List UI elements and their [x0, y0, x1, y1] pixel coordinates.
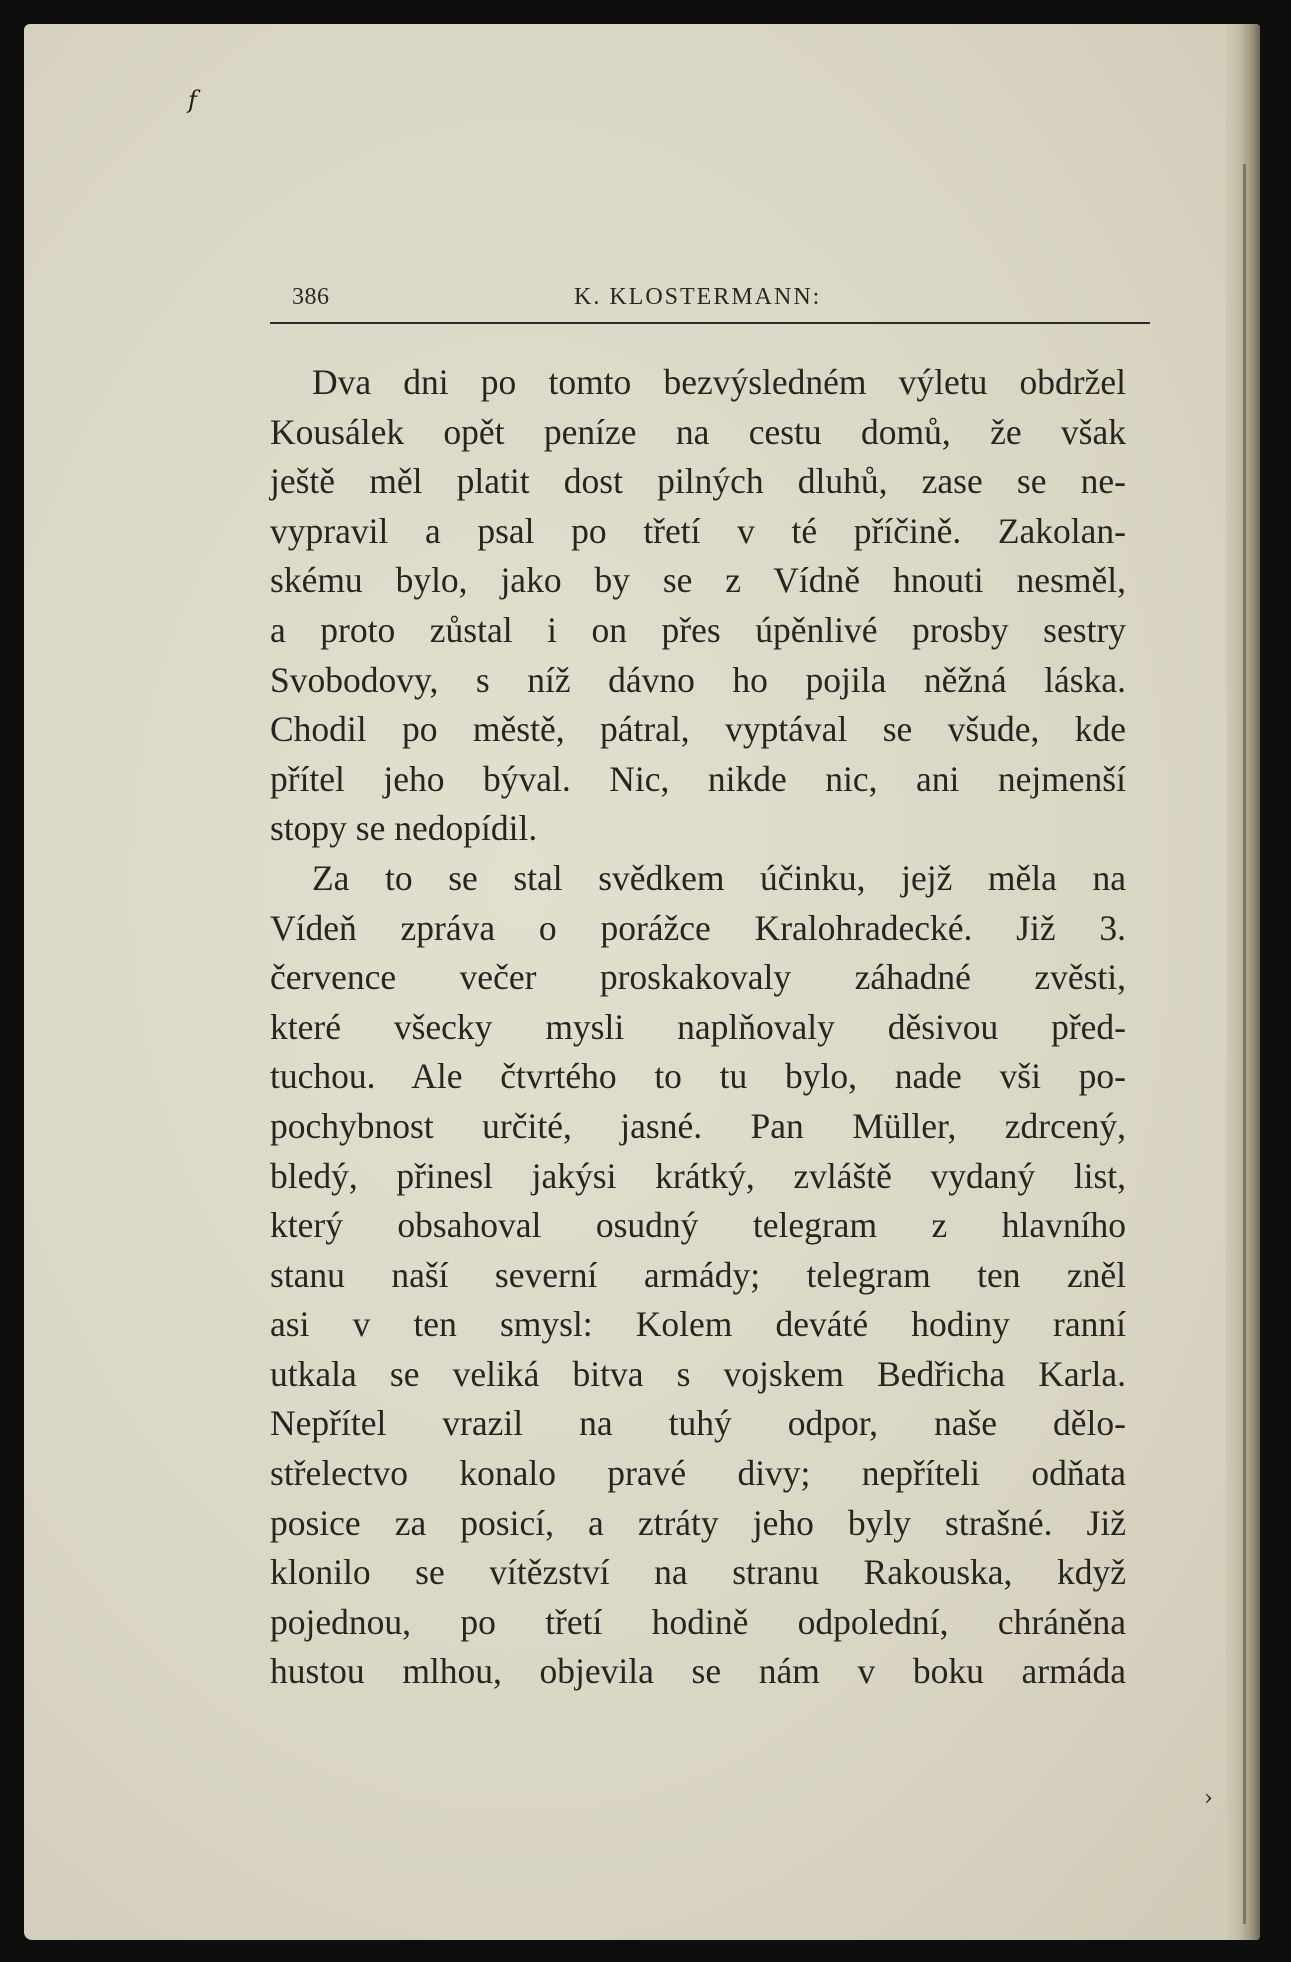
text-line: Svobodovy, s níž dávno ho pojila něžná láska. — [270, 659, 1126, 700]
text-line: a proto zůstal i on přes úpěnlivé prosby sestry — [270, 609, 1126, 650]
text-line: Chodil po městě, pátral, vyptával se všude, kde — [270, 709, 1126, 750]
text-line: Vídeň zpráva o porážce Kralohradecké. Již 3. — [270, 907, 1126, 948]
text-line: července večer proskakovaly záhadné zvěsti, — [270, 957, 1126, 998]
text-line: přítel jeho býval. Nic, nikde nic, ani nejmenší — [270, 758, 1126, 799]
page-number: 386 — [292, 284, 330, 310]
text-line: Nepřítel vrazil na tuhý odpor, naše dělo- — [270, 1403, 1126, 1444]
text-line: který obsahoval osudný telegram z hlavního — [270, 1205, 1126, 1246]
page-header — [270, 276, 1150, 324]
book-page — [24, 24, 1260, 1940]
body-text — [270, 358, 1126, 1697]
text-line: pochybnost určité, jasné. Pan Müller, zdrcený, — [270, 1105, 1126, 1146]
text-line: asi v ten smysl: Kolem deváté hodiny ranní — [270, 1304, 1126, 1345]
paragraph-2 — [270, 854, 1126, 1697]
running-head: K. KLOSTERMANN: — [574, 284, 822, 310]
text-line: ještě měl platit dost pilných dluhů, zase se ne- — [270, 461, 1126, 502]
text-line: Dva dni po tomto bezvýsledném výletu obdržel — [312, 362, 1126, 402]
paragraph-1 — [270, 358, 1126, 854]
margin-mark-top: f — [188, 86, 197, 114]
text-line: stanu naší severní armády; telegram ten zněl — [270, 1254, 1126, 1295]
text-line: Za to se stal svědkem účinku, jejž měla na — [312, 857, 1126, 898]
text-line: skému bylo, jako by se z Vídně hnouti nesměl, — [270, 560, 1126, 601]
text-line: bledý, přinesl jakýsi krátký, zvláště vydaný list, — [270, 1155, 1126, 1196]
text-line: Kousálek opět peníze na cestu domů, že však — [270, 411, 1126, 452]
spine-edge-line — [1243, 164, 1246, 1924]
text-line: tuchou. Ale čtvrtého to tu bylo, nade vši po- — [270, 1056, 1126, 1097]
text-line: hustou mlhou, objevila se nám v boku armáda — [270, 1651, 1126, 1692]
text-line: pojednou, po třetí hodině odpolední, chráněna — [270, 1601, 1126, 1642]
text-line: vypravil a psal po třetí v té příčině. Zakolan- — [270, 510, 1126, 551]
text-line: které všecky mysli naplňovaly děsivou před- — [270, 1006, 1126, 1047]
text-line: střelectvo konalo pravé divy; nepříteli odňata — [270, 1453, 1126, 1494]
text-line: klonilo se vítězství na stranu Rakouska, když — [270, 1552, 1126, 1593]
margin-mark-right: › — [1204, 1786, 1213, 1811]
text-line: utkala se veliká bitva s vojskem Bedřicha Karla. — [270, 1353, 1126, 1394]
text-line: stopy se nedopídil. — [270, 808, 538, 849]
text-line: posice za posicí, a ztráty jeho byly strašné. Již — [270, 1502, 1126, 1543]
